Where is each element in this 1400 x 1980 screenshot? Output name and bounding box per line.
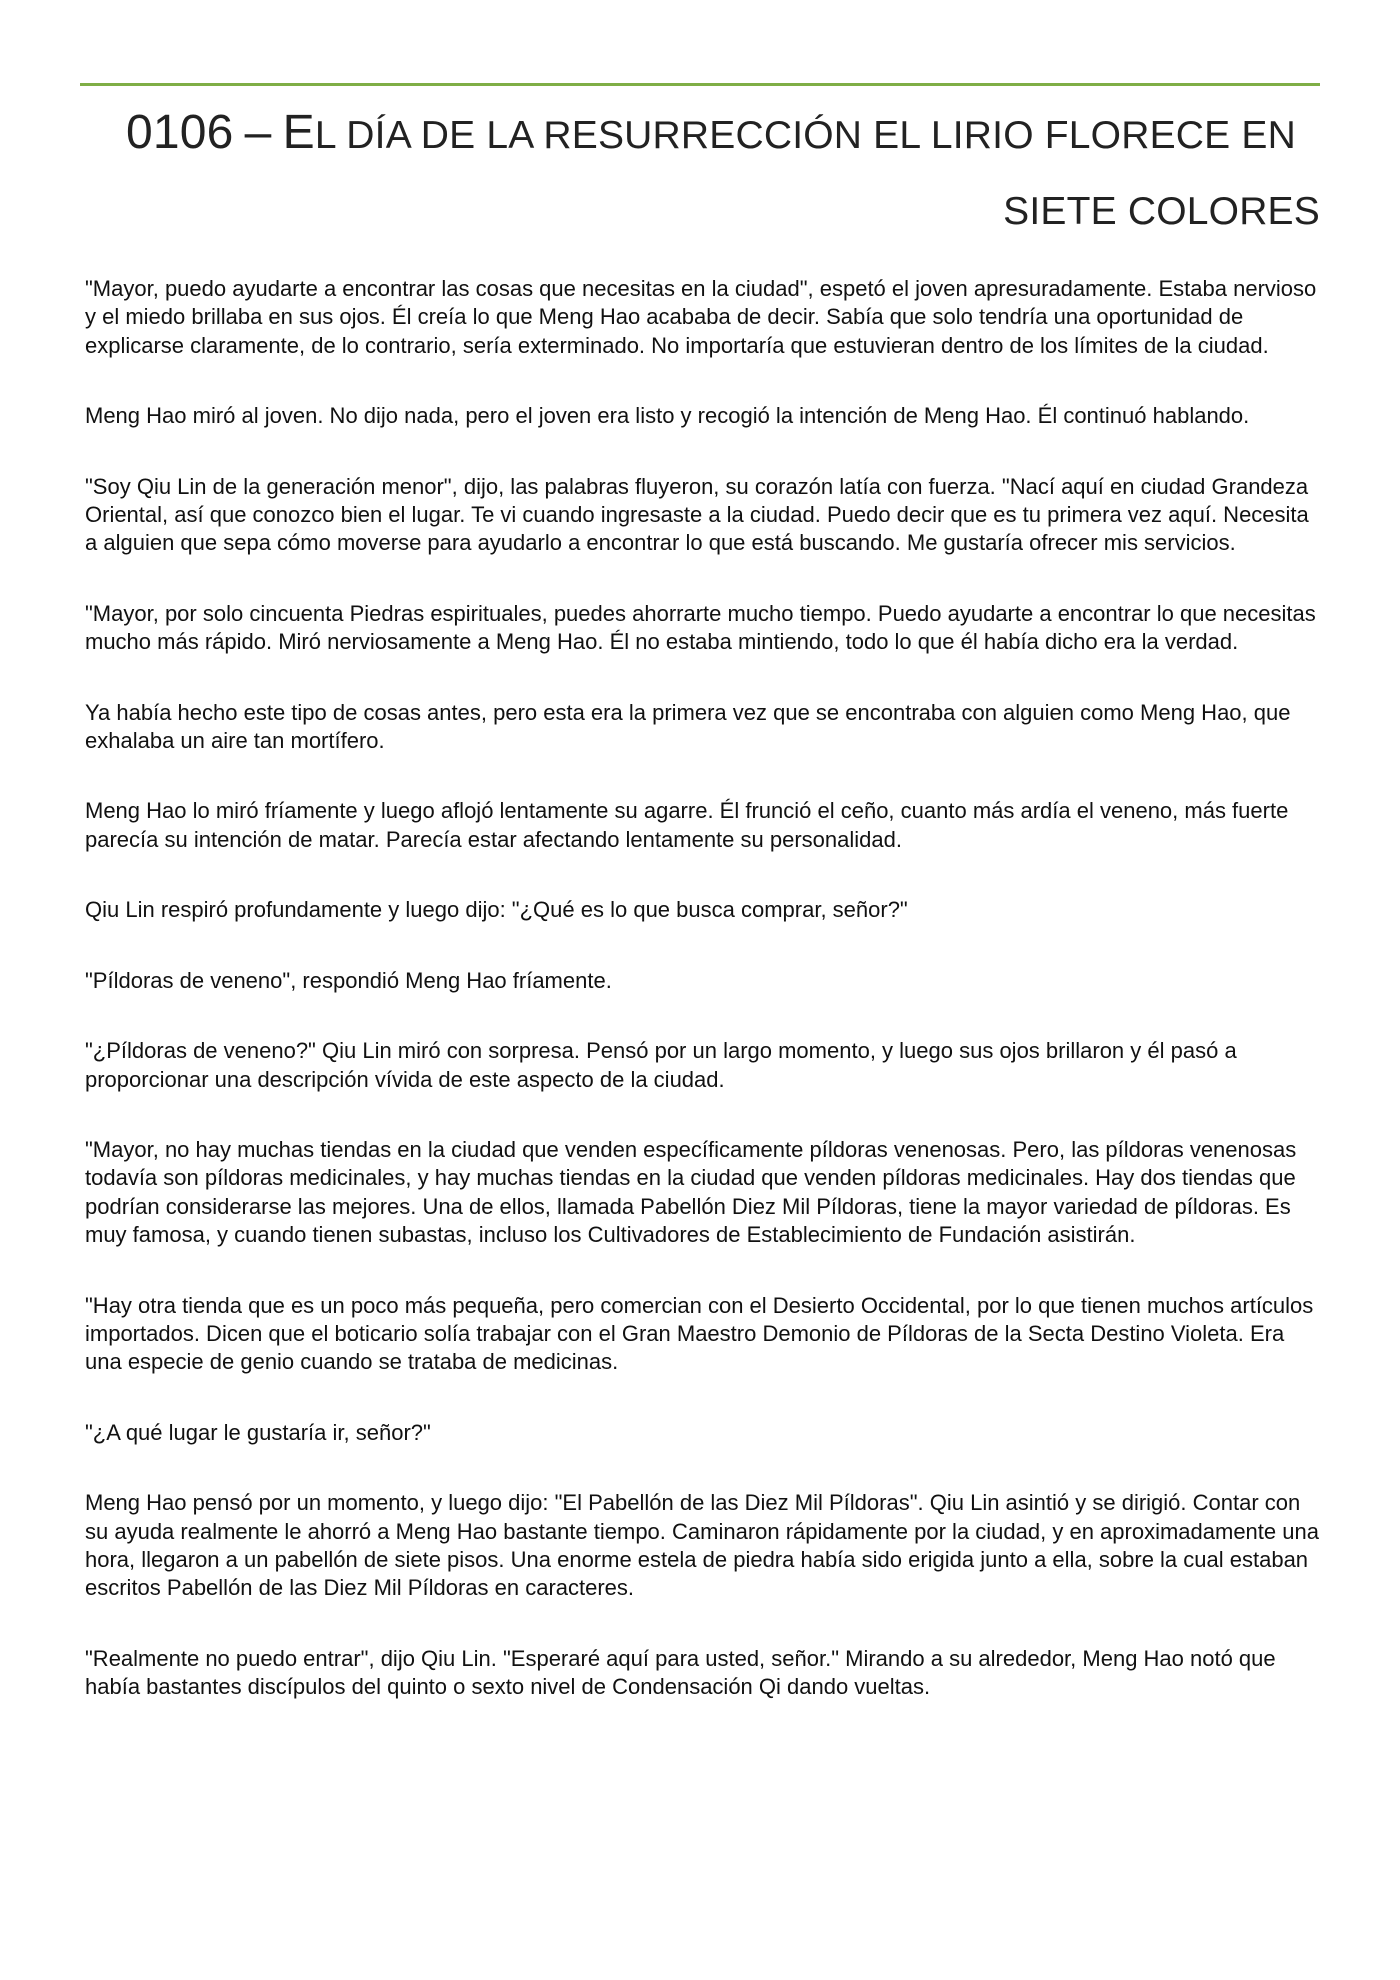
- paragraph: "Hay otra tienda que es un poco más pequeña, pero comercian con el Desierto Occidental, por lo que tienen muchos artículos importados. Dicen que el boticario solía trabajar con el Gran Maestro Demonio de Píldoras de la Secta Destino Violeta. Era una especie de genio cuando se trataba de medicinas.: [85, 1292, 1314, 1375]
- chapter-title: [110, 95, 1320, 250]
- paragraph: Ya había hecho este tipo de cosas antes, pero esta era la primera vez que se encontraba con alguien como Meng Hao, que exhalaba un aire tan mortífero.: [85, 699, 1291, 754]
- chapter-body: [85, 275, 1325, 1744]
- paragraph: "¿A qué lugar le gustaría ir, señor?": [85, 1419, 431, 1445]
- paragraph: "Soy Qiu Lin de la generación menor", dijo, las palabras fluyeron, su corazón latía con fuerza. "Nací aquí en ciudad Grandeza Oriental, así que conozco bien el lugar. Te vi cuando ingresaste a la ciudad. Puedo decir que es tu primera vez aquí. Necesita a alguien que sepa cómo moverse para ayudarlo a encontrar lo que está buscando. Me gustaría ofrecer mis servicios.: [85, 473, 1309, 556]
- paragraph: Qiu Lin respiró profundamente y luego dijo: "¿Qué es lo que busca comprar, señor?": [85, 897, 908, 923]
- paragraph: "Mayor, por solo cincuenta Piedras espirituales, puedes ahorrarte mucho tiempo. Puedo ayudarte a encontrar lo que necesitas mucho más rápido. Miró nerviosamente a Meng Hao. Él no estaba mintiendo, todo lo que él había dicho era la verdad.: [85, 600, 1316, 655]
- header-rule: [80, 83, 1320, 86]
- paragraph: Meng Hao pensó por un momento, y luego dijo: "El Pabellón de las Diez Mil Píldoras". Qiu Lin asintió y se dirigió. Contar con su ayuda realmente le ahorró a Meng Hao bastante tiempo. Caminaron rápidamente por la ciudad, y en aproximadamente una hora, llegaron a un pabellón de siete pisos. Una enorme estela de piedra había sido erigida junto a ella, sobre la cual estaban escritos Pabellón de las Diez Mil Píldoras en caracteres.: [85, 1490, 1319, 1601]
- paragraph: "Realmente no puedo entrar", dijo Qiu Lin. "Esperaré aquí para usted, señor." Mirando a su alrededor, Meng Hao notó que había bastantes discípulos del quinto o sexto nivel de Condensación Qi dando vueltas.: [85, 1645, 1276, 1700]
- paragraph: "Mayor, puedo ayudarte a encontrar las cosas que necesitas en la ciudad", espetó el joven apresuradamente. Estaba nervioso y el miedo brillaba en sus ojos. Él creía lo que Meng Hao acababa de decir. Sabía que solo tendría una oportunidad de explicarse claramente, de lo contrario, sería exterminado. No importaría que estuvieran dentro de los límites de la ciudad.: [85, 276, 1317, 358]
- paragraph: Meng Hao miró al joven. No dijo nada, pero el joven era listo y recogió la intención de Meng Hao. Él continuó hablando.: [85, 403, 1250, 429]
- paragraph: "¿Píldoras de veneno?" Qiu Lin miró con sorpresa. Pensó por un largo momento, y luego sus ojos brillaron y él pasó a proporcionar una descripción vívida de este aspecto de la ciudad.: [85, 1038, 1237, 1092]
- title-line-1-rest: L DÍA DE LA RESURRECCIÓN EL LIRIO FLORECE EN: [314, 114, 1296, 157]
- chapter-number: 0106: [126, 106, 234, 159]
- title-line-2: SIETE COLORES: [1003, 190, 1320, 233]
- title-initial: E: [282, 106, 315, 159]
- title-line-1: [110, 95, 1320, 174]
- title-dash: –: [244, 106, 272, 159]
- paragraph: Meng Hao lo miró fríamente y luego aflojó lentamente su agarre. Él frunció el ceño, cuanto más ardía el veneno, más fuerte parecía su intención de matar. Parecía estar afectando lentamente su personalidad.: [85, 798, 1289, 852]
- paragraph: "Mayor, no hay muchas tiendas en la ciudad que venden específicamente píldoras venenosas. Pero, las píldoras venenosas todavía son píldoras medicinales, y hay muchas tiendas en la ciudad que venden píldoras medicinales. Hay dos tiendas que podrían considerarse las mejores. Una de ellos, llamada Pabellón Diez Mil Píldoras, tiene la mayor variedad de píldoras. Es muy famosa, y cuando tienen subastas, incluso los Cultivadores de Establecimiento de Fundación asistirán.: [85, 1136, 1297, 1248]
- paragraph: "Píldoras de veneno", respondió Meng Hao fríamente.: [85, 967, 612, 993]
